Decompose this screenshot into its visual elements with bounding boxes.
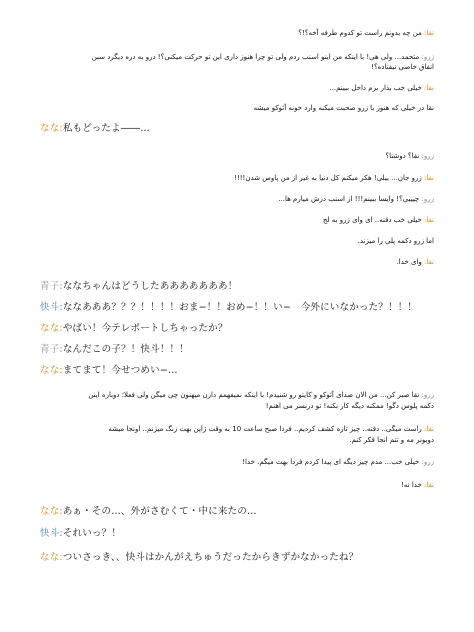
line-text: وای خدا. <box>396 258 425 266</box>
line-text: دوبونر مه و تتم انجا فکر کنم. <box>349 436 434 444</box>
speaker-label: نقا: <box>424 174 434 182</box>
line-text: ななあああ？？？！！！！おま−！！おめ−！！い− 今外にいなかった？！！！ <box>62 302 418 313</box>
dialogue-line <box>40 344 189 356</box>
dialogue-line <box>40 302 417 314</box>
speaker-label: なな: <box>40 323 63 334</box>
speaker-label: نقا: <box>424 258 434 266</box>
speaker-label: なな: <box>40 123 63 134</box>
line-text: ついさっき、、快斗はかんがえちゅうだったからきずかなかったね？ <box>62 552 359 563</box>
narration-line <box>254 104 434 113</box>
speaker-label: 快斗: <box>40 528 63 539</box>
speaker-label: 青子: <box>40 344 63 355</box>
dialogue-line <box>385 152 434 161</box>
dialogue-line <box>323 216 434 225</box>
line-text: なんだこの子？！快斗！！！ <box>62 344 189 355</box>
dialogue-line <box>40 281 237 293</box>
line-text: اتفاق خاصی نیفتاده؟! <box>371 63 434 71</box>
dialogue-line <box>40 365 178 377</box>
dialogue-line <box>40 323 228 335</box>
line-text: まてまて！今せつめい−… <box>62 365 178 376</box>
dialogue-line <box>298 29 434 38</box>
speaker-label: زرو: <box>421 152 434 160</box>
line-text: خدا نه! <box>401 481 425 489</box>
dialogue-line <box>40 528 121 540</box>
dialogue-line <box>234 174 434 183</box>
line-text: あぁ・その…、外がさむくて・中に来たの… <box>62 506 257 517</box>
line-text: نقا در خیلی که هنوز با زرو صحبت میکنه وارد خونه آئوکو میشه <box>253 104 434 112</box>
speaker-label: なな: <box>40 506 63 517</box>
line-text: دکمه پلوس دگو! ممکنه دیگه کار نکنه! تو درنسر می اهنم! <box>265 402 434 410</box>
line-text: ななちゃんはどうしたあああああああ！ <box>62 281 238 292</box>
dialogue-line <box>242 458 434 467</box>
speaker-label: زرو: <box>421 391 434 399</box>
line-text: راست میگی.. دقته.. چیز تازه کشف کردیم.. فردا صبح ساعت 10 به وقت ژاپن بهت زنگ میزنم.. اونجا میشه <box>108 425 425 433</box>
dialogue-line <box>397 258 434 267</box>
line-text: من چه بدونم راست تو کدوم طرفه آخه؟!؟ <box>298 29 425 37</box>
dialogue-line-continued <box>266 402 434 411</box>
line-text: متحمد... ولی هی! با اینکه من اینو اسنب ردم ولی تو چرا هنوز داری این تو حرکت میکنی؟! درو به دره دیگرد سبن <box>91 53 422 61</box>
dialogue-line <box>92 53 434 62</box>
dialogue-line-continued <box>371 63 434 72</box>
speaker-label: نقا: <box>424 481 434 489</box>
speaker-label: زرو: <box>421 195 434 203</box>
line-text: 私もどったよ――… <box>62 123 150 134</box>
speaker-label: なな: <box>40 552 63 563</box>
line-text: نقا صبر کن... من الان صدای آئوکو و کایتو رو شنیدم! با اینکه نمیفهمم دارن میهنون چی میگن ولی فعلا؛ دوباره اینن <box>88 391 422 399</box>
dialogue-line <box>278 195 434 204</box>
speaker-label: 青子: <box>40 281 63 292</box>
speaker-label: なな: <box>40 365 63 376</box>
line-text: زرو جان... بیلی! هکر میکنم کل دنیا به غیر از من پاوس شدن!!!! <box>234 174 425 182</box>
dialogue-line <box>329 84 434 93</box>
speaker-label: 快斗: <box>40 302 63 313</box>
line-text: خیلی خب دقته.. ای وای زرو به لج <box>322 216 425 224</box>
line-text: それいっ？！ <box>62 528 122 539</box>
line-text: نقا؟ دوشتا؟ <box>385 152 422 160</box>
speaker-label: نقا: <box>424 29 434 37</box>
line-text: やばい！今テレポートしちゃったか？ <box>62 323 228 334</box>
dialogue-line-continued <box>349 436 434 445</box>
speaker-label: نقا: <box>424 216 434 224</box>
speaker-label: نقا: <box>424 425 434 433</box>
speaker-label: نقا: <box>424 84 434 92</box>
speaker-label: زرو: <box>421 458 434 466</box>
line-text: اما زرو دکمه پلی را میزند. <box>357 237 434 245</box>
line-text: چیییی؟! وایسا ببینم!!! از اسنب درش میارم ها... <box>278 195 422 203</box>
dialogue-line <box>40 506 257 518</box>
dialogue-line <box>108 425 434 434</box>
line-text: خیلی خب بذار برم داخل ببینم... <box>329 84 425 92</box>
narration-line <box>358 237 434 246</box>
speaker-label: زرو: <box>421 53 434 61</box>
line-text: خیلی خب... مدم چیز دیگه ای پیدا کردم فردا بهت میگم. خدا! <box>242 458 422 466</box>
dialogue-line <box>88 391 434 400</box>
dialogue-line <box>40 552 358 564</box>
dialogue-line <box>401 481 434 490</box>
dialogue-line <box>40 123 150 135</box>
